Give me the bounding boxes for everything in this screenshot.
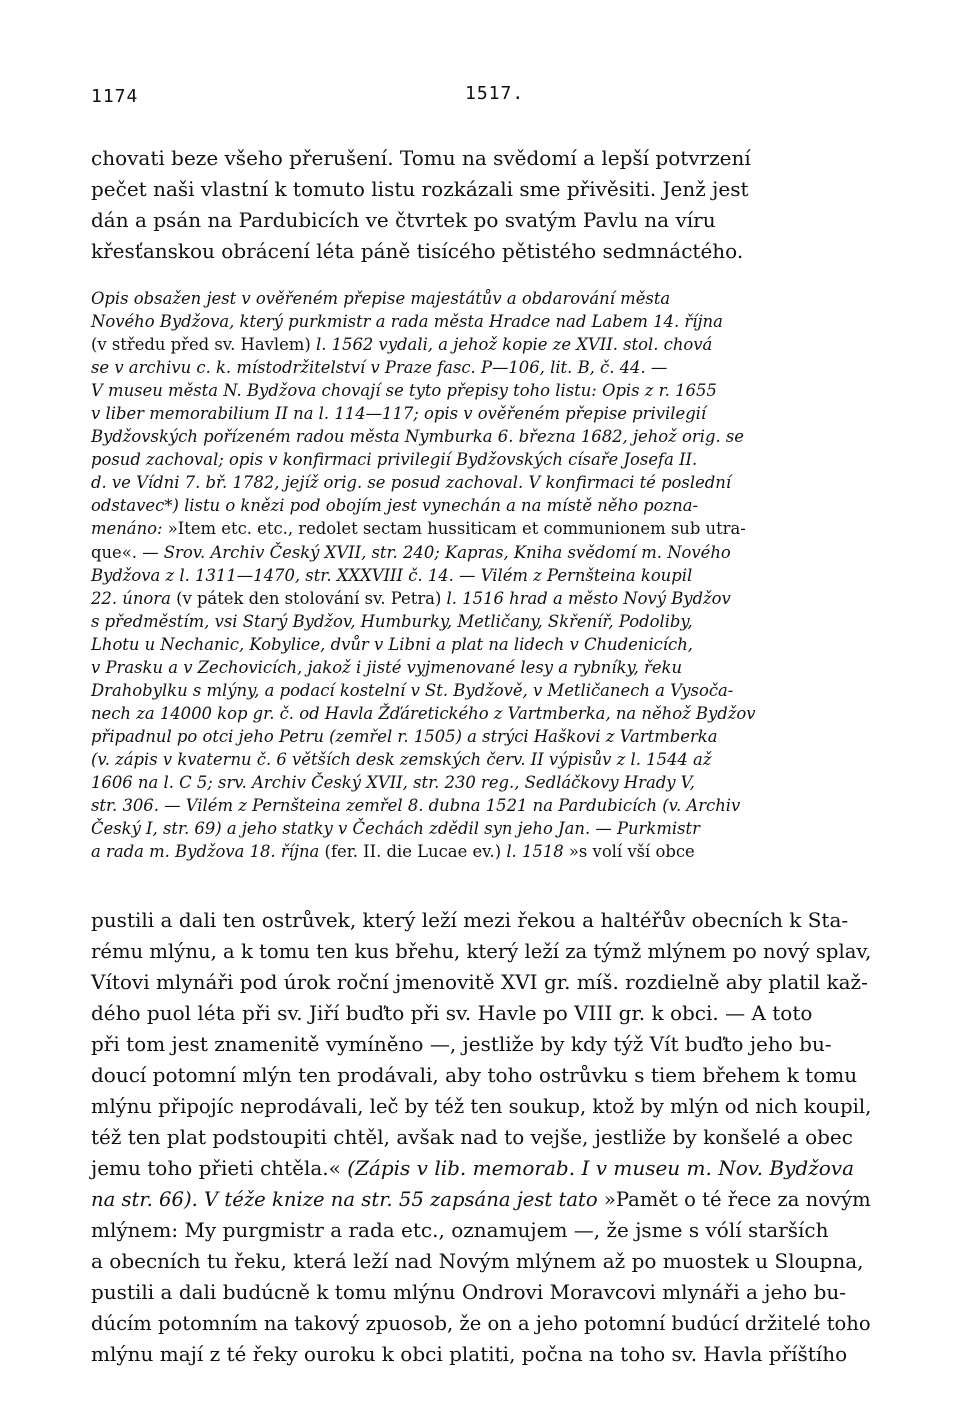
text-line bbox=[91, 702, 871, 725]
text-line bbox=[91, 587, 871, 610]
text-line bbox=[91, 771, 871, 794]
roman-segment: (v středu před sv. Havlem) bbox=[91, 335, 316, 355]
italic-segment: Drahobylku s mlýny, a podací kostelní v St. Bydžově, v Metličanech a Vysoča- bbox=[91, 680, 734, 700]
text-line bbox=[91, 448, 871, 471]
text-line bbox=[91, 425, 871, 448]
italic-segment: a rada m. Bydžova 18. října bbox=[91, 842, 325, 862]
text-line: Vítovi mlynáři pod úrok roční jmenovitě XVI gr. míš. rozdielně aby platil kaž- bbox=[91, 970, 868, 994]
italic-segment: Opis obsažen jest v ověřeném přepise majestátův a obdarování města bbox=[91, 289, 671, 308]
italic-segment: l. 1516 hrad a město Nový Bydžov bbox=[446, 588, 731, 608]
roman-segment: »Pamět o té řece za novým bbox=[603, 1187, 871, 1211]
text-line: též ten plat podstoupiti chtěl, avšak nad to vejše, jestliže by konšelé a obec bbox=[91, 1125, 853, 1149]
italic-segment: str. 306. — Vilém z Pernšteina zemřel 8. dubna 1521 na Pardubicích (v. Archiv bbox=[91, 796, 741, 816]
text-line bbox=[91, 1184, 871, 1215]
text-line bbox=[91, 541, 871, 564]
text-line bbox=[91, 817, 871, 840]
italic-segment: s předměstím, vsi Starý Bydžov, Humburky, Metličany, Skřeníř, Podoliby, bbox=[91, 611, 693, 631]
italic-segment: Nového Bydžova, který purkmistr a rada města Hradce nad Labem 14. října bbox=[91, 312, 723, 332]
italic-segment: se v archivu c. k. místodržitelství v Praze fasc. P—106, lit. B, č. 44. — bbox=[91, 358, 668, 378]
text-line bbox=[91, 679, 871, 702]
text-line bbox=[91, 494, 871, 517]
italic-segment: V museu města N. Bydžova chovají se tyto přepisy toho listu: Opis z r. 1655 bbox=[91, 381, 717, 401]
italic-segment: na str. 66). V téže knize na str. 55 zapsána jest tato bbox=[91, 1187, 604, 1211]
text-line: pečet naši vlastní k tomuto listu rozkázali sme přivěsiti. Jenž jest bbox=[91, 177, 749, 201]
italic-segment: Český I, str. 69) a jeho statky v Čechách zdědil syn jeho Jan. — Purkmistr bbox=[91, 819, 700, 839]
charter-text bbox=[91, 143, 871, 267]
text-line bbox=[91, 656, 871, 679]
roman-segment: »Item etc. etc., redolet sectam hussiticam et communionem sub utra- bbox=[167, 519, 746, 539]
italic-segment: připadnul po otci jeho Petru (zemřel r. 1505) a strýci Haškovi z Vartmberka bbox=[91, 726, 718, 746]
italic-segment: menáno: bbox=[91, 519, 168, 539]
roman-segment: que«. bbox=[91, 542, 143, 562]
page-number: 1174 bbox=[91, 86, 139, 107]
text-line bbox=[91, 610, 871, 633]
roman-segment: »s volí vší obce bbox=[568, 842, 695, 862]
italic-segment: Bydžova z l. 1311—1470, str. XXXVIII č. 14. — Vilém z Pernšteina koupil bbox=[91, 565, 693, 585]
editorial-commentary bbox=[91, 287, 871, 863]
text-line: rému mlýnu, a k tomu ten kus břehu, který leží za týmž mlýnem po nový splav, bbox=[91, 939, 872, 963]
italic-segment: (v. zápis v kvaternu č. 6 větších desk zemských červ. II výpisův z l. 1544 až bbox=[91, 749, 712, 769]
text-line bbox=[91, 379, 871, 402]
text-line: pustili a dali budúcně k tomu mlýnu Ondrovi Moravcovi mlynáři a jeho bu- bbox=[91, 1280, 847, 1304]
italic-segment: l. 1562 vydali, a jehož kopie ze XVII. stol. chová bbox=[315, 335, 713, 355]
text-line: mlýnu mají z té řeky ouroku k obci platiti, počna na toho sv. Havla příštího bbox=[91, 1342, 848, 1366]
italic-segment: nech za 14000 kop gr. č. od Havla Žďáretického z Vartmberka, na něhož Bydžov bbox=[91, 703, 756, 723]
text-line: dán a psán na Pardubicích ve čtvrtek po svatým Pavlu na víru bbox=[91, 208, 716, 232]
text-line bbox=[91, 1153, 871, 1184]
text-line bbox=[91, 725, 871, 748]
text-line bbox=[91, 287, 871, 310]
italic-segment: (Zápis v lib. memorab. I v museu m. Nov. Bydžova bbox=[347, 1156, 854, 1180]
italic-segment: v Prasku a v Zechovicích, jakož i jisté vyjmenované lesy a rybníky, řeku bbox=[91, 657, 683, 677]
text-line bbox=[91, 748, 871, 771]
text-line bbox=[91, 471, 871, 494]
text-line bbox=[91, 840, 871, 863]
roman-segment: jemu toho přieti chtěla.« bbox=[91, 1156, 348, 1180]
text-line bbox=[91, 633, 871, 656]
roman-segment: (fer. II. die Lucae ev.) bbox=[324, 842, 507, 862]
roman-segment: (v pátek den stolování sv. Petra) bbox=[176, 588, 447, 608]
text-line bbox=[91, 333, 871, 356]
italic-segment: odstavec*) listu o knězi pod obojím jest vynechán a na místě něho pozna- bbox=[91, 496, 699, 516]
italic-segment: — Srov. Archiv Český XVII, str. 240; Kapras, Kniha svědomí m. Nového bbox=[142, 542, 731, 562]
text-line bbox=[91, 794, 871, 817]
italic-segment: v liber memorabilium II na l. 114—117; opis v ověřeném přepise privilegií bbox=[91, 404, 707, 424]
italic-segment: d. ve Vídni 7. bř. 1782, jejíž orig. se posud zachoval. V konfirmaci té poslední bbox=[91, 473, 732, 493]
text-line bbox=[91, 356, 871, 379]
text-line: mlýnu připojíc neprodávali, leč by též ten soukup, ktož by mlýn od nich koupil, bbox=[91, 1094, 872, 1118]
running-head-year: 1517. bbox=[465, 83, 525, 104]
text-line bbox=[91, 402, 871, 425]
text-line: mlýnem: My purgmistr a rada etc., oznamujem —, že jsme s vólí starších bbox=[91, 1218, 829, 1242]
italic-segment: l. 1518 bbox=[506, 842, 569, 862]
text-line: křesťanskou obrácení léta páně tisícého pětistého sedmnáctého. bbox=[91, 239, 744, 263]
italic-segment: 1606 na l. C 5; srv. Archiv Český XVII, str. 230 reg., Sedláčkovy Hrady V, bbox=[91, 772, 695, 792]
text-line: dúcím potomním na takový zpuosob, že on a jeho potomní budúcí držitelé toho bbox=[91, 1311, 871, 1335]
text-line: dého puol léta při sv. Jiří buďto při sv. Havle po VIII gr. k obci. — A toto bbox=[91, 1001, 813, 1025]
text-line: pustili a dali ten ostrůvek, který leží mezi řekou a haltéřův obecních k Sta- bbox=[91, 908, 849, 932]
page-header bbox=[91, 83, 871, 116]
italic-segment: Lhotu u Nechanic, Kobylice, dvůr v Libni a plat na lidech v Chudenicích, bbox=[91, 634, 693, 654]
italic-segment: Bydžovských pořízeném radou města Nymburka 6. března 1682, jehož orig. se bbox=[91, 427, 744, 447]
continued-text bbox=[91, 905, 871, 1370]
text-line: chovati beze všeho přerušení. Tomu na svědomí a lepší potvrzení bbox=[91, 146, 751, 170]
italic-segment: posud zachoval; opis v konfirmaci privilegií Bydžovských císaře Josefa II. bbox=[91, 450, 698, 470]
text-line: doucí potomní mlýn ten prodávali, aby toho ostrůvku s tiem břehem k tomu bbox=[91, 1063, 858, 1087]
text-line: a obecních tu řeku, která leží nad Novým mlýnem až po muostek u Sloupna, bbox=[91, 1249, 864, 1273]
text-line bbox=[91, 564, 871, 587]
text-line: při tom jest znamenitě vymíněno —, jestliže by kdy týž Vít buďto jeho bu- bbox=[91, 1032, 832, 1056]
text-line bbox=[91, 517, 871, 540]
italic-segment: 22. února bbox=[91, 588, 177, 608]
text-line bbox=[91, 310, 871, 333]
